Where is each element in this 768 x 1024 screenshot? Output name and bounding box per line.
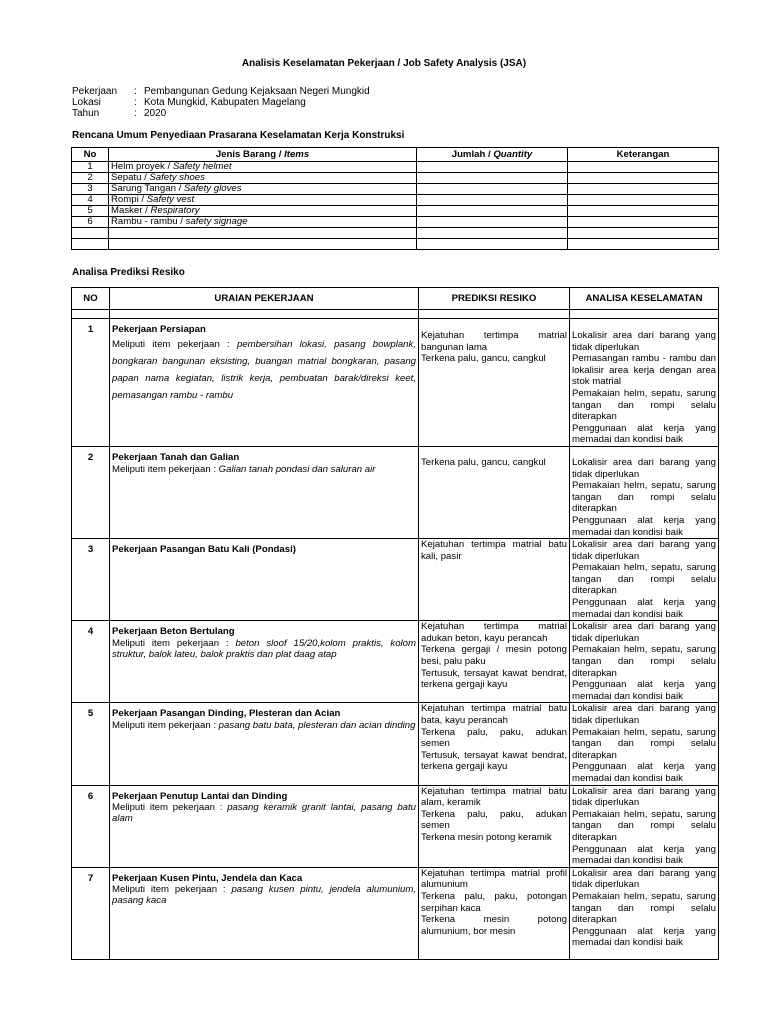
- risk-item: Kejatuhan tertimpa matrial batu alam, keramik: [421, 785, 567, 809]
- cell-keterangan: [568, 173, 719, 184]
- cell-keterangan: [568, 184, 719, 195]
- table-analisa-resiko: [71, 287, 719, 960]
- table-row-empty: [72, 228, 719, 239]
- cell-item: Sarung Tangan / Safety gloves: [109, 184, 417, 195]
- cell-keterangan: [568, 217, 719, 228]
- risk-item: Kejatuhan tertimpa matrial adukan beton, kayu perancah: [421, 621, 567, 644]
- cell-uraian: [110, 446, 419, 538]
- job-title: Pekerjaan Persiapan: [112, 324, 206, 335]
- safety-item: Pemakaian helm, sepatu, sarung tangan dan rompi selalu diterapkan: [572, 562, 716, 597]
- safety-item: Lokalisir area dari barang yang tidak diperlukan: [572, 621, 716, 644]
- risk-item: Terkena palu, gancu, cangkul: [421, 456, 546, 468]
- table-row: [72, 184, 719, 195]
- table-header-row: [72, 288, 719, 310]
- risk-item: Terkena gergaji / mesin potong besi, palu paku: [421, 644, 567, 668]
- table-row-empty: [72, 239, 719, 250]
- cell-item: Sepatu / Safety shoes: [109, 173, 417, 184]
- table-row: [72, 539, 719, 621]
- safety-item: Pemakaian helm, sepatu, sarung tangan dan rompi selalu diterapkan: [572, 480, 716, 515]
- risk-item: Terkena mesin potong alumunium, bor mesin: [421, 914, 567, 937]
- cell-prediksi: [419, 539, 570, 621]
- risk-item: Terkena mesin potong keramik: [421, 831, 552, 843]
- safety-item: Pemakaian helm, sepatu, sarung tangan dan rompi selalu diterapkan: [572, 726, 716, 761]
- safety-item: Penggunaan alat kerja yang memadai dan kondisi baik: [572, 843, 716, 867]
- col-header-jenis: Jenis Barang / Items: [109, 148, 417, 162]
- cell-uraian: [110, 621, 419, 703]
- risk-item: Terkena palu, paku, adukan semen: [421, 808, 567, 832]
- cell-keterangan: [568, 195, 719, 206]
- cell-uraian: [110, 703, 419, 785]
- cell-uraian: [110, 319, 419, 447]
- table-row: [72, 785, 719, 867]
- cell-item: Rompi / Safety vest: [109, 195, 417, 206]
- job-title: Pekerjaan Beton Bertulang: [112, 626, 235, 638]
- cell-analisa: [570, 319, 719, 447]
- risk-item: Kejatuhan tertimpa matrial bangunan lama: [421, 330, 567, 353]
- table-row: [72, 703, 719, 785]
- safety-item: Lokalisir area dari barang yang tidak diperlukan: [572, 785, 716, 809]
- col-header-jumlah: Jumlah / Quantity: [417, 148, 568, 162]
- cell-keterangan: [568, 206, 719, 217]
- col-header-prediksi: PREDIKSI RESIKO: [419, 288, 570, 310]
- cell-jumlah: [417, 184, 568, 195]
- cell-prediksi: [419, 446, 570, 538]
- cell-no: 3: [72, 539, 110, 621]
- safety-item: Pemakaian helm, sepatu, sarung tangan dan rompi selalu diterapkan: [572, 890, 716, 926]
- cell-item: Masker / Respiratory: [109, 206, 417, 217]
- cell-analisa: [570, 785, 719, 867]
- safety-item: Penggunaan alat kerja yang memadai dan kondisi baik: [572, 597, 716, 620]
- cell-no: 2: [72, 446, 110, 538]
- safety-item: Pemasangan rambu - rambu dan lokalisir area kerja dengan area stok matrial: [572, 353, 716, 388]
- safety-item: Pemakaian helm, sepatu, sarung tangan dan rompi selalu diterapkan: [572, 387, 716, 423]
- cell-jumlah: [417, 195, 568, 206]
- risk-item: Kejatuhan tertimpa matrial batu bata, kayu perancah: [421, 703, 567, 726]
- meta-location: Lokasi : Kota Mungkid, Kabupaten Magelang: [72, 97, 306, 108]
- job-title: Pekerjaan Pasangan Dinding, Plesteran dan Acian: [112, 708, 341, 720]
- job-description: Meliputi item pekerjaan : pasang kusen pintu, jendela alumunium, pasang kaca: [112, 884, 416, 907]
- safety-item: Lokalisir area dari barang yang tidak diperlukan: [572, 456, 716, 480]
- job-description: Meliputi item pekerjaan : pasang keramik granit lantai, pasang batu alam: [112, 802, 416, 825]
- table-row: [72, 319, 719, 447]
- job-title: Pekerjaan Tanah dan Galian: [112, 451, 240, 463]
- cell-uraian: [110, 785, 419, 867]
- cell-jumlah: [417, 162, 568, 173]
- safety-item: Penggunaan alat kerja yang memadai dan kondisi baik: [572, 761, 716, 784]
- cell-uraian: [110, 539, 419, 621]
- cell-analisa: [570, 867, 719, 959]
- job-description: Meliputi item pekerjaan : pasang batu bata, plesteran dan acian dinding: [112, 720, 416, 731]
- cell-no: 2: [72, 173, 109, 184]
- risk-item: Terkena palu, gancu, cangkul: [421, 353, 546, 365]
- cell-no: 6: [72, 785, 110, 867]
- table-row: [72, 173, 719, 184]
- cell-no: 4: [72, 621, 110, 703]
- col-header-uraian: URAIAN PEKERJAAN: [110, 288, 419, 310]
- cell-item: Helm proyek / Safety helmet: [109, 162, 417, 173]
- cell-uraian: [110, 867, 419, 959]
- cell-prediksi: [419, 319, 570, 447]
- safety-item: Penggunaan alat kerja yang memadai dan kondisi baik: [572, 422, 716, 446]
- job-description: Meliputi item pekerjaan : Galian tanah pondasi dan saluran air: [112, 463, 376, 475]
- cell-analisa: [570, 621, 719, 703]
- section-heading-analisa: Analisa Prediksi Resiko: [72, 267, 185, 278]
- cell-jumlah: [417, 217, 568, 228]
- safety-item: Pemakaian helm, sepatu, sarung tangan dan rompi selalu diterapkan: [572, 808, 716, 843]
- col-header-no: NO: [72, 288, 110, 310]
- job-description: Meliputi item pekerjaan : pembersihan lokasi, pasang bowplank, bongkaran bangunan eksisting, buangan matrial bongkaran, pasang papan nama kegiatan, listrik kerja, pembuatan barak/direksi keet, pemasangan rambu - rambu: [112, 338, 416, 401]
- cell-prediksi: [419, 621, 570, 703]
- risk-item: Kejatuhan tertimpa matrial batu kali, pasir: [421, 539, 567, 562]
- job-title: Pekerjaan Penutup Lantai dan Dinding: [112, 790, 288, 802]
- section-heading-prasarana: Rencana Umum Penyediaan Prasarana Keselamatan Kerja Konstruksi: [72, 130, 405, 141]
- cell-no: 5: [72, 703, 110, 785]
- table-row: [72, 867, 719, 959]
- table-row: [72, 195, 719, 206]
- safety-item: Penggunaan alat kerja yang memadai dan kondisi baik: [572, 679, 716, 702]
- meta-block: [72, 86, 370, 119]
- col-header-keterangan: Keterangan: [568, 148, 719, 162]
- cell-prediksi: [419, 867, 570, 959]
- cell-item: Rambu - rambu / safety signage: [109, 217, 417, 228]
- job-title: Pekerjaan Pasangan Batu Kali (Pondasi): [112, 544, 296, 556]
- cell-analisa: [570, 446, 719, 538]
- meta-project: Pekerjaan : Pembangunan Gedung Kejaksaan Negeri Mungkid: [72, 86, 370, 97]
- cell-no: 6: [72, 217, 109, 228]
- risk-item: Tertusuk, tersayat kawat bendrat, terkena gergaji kayu: [421, 749, 567, 773]
- cell-no: 1: [72, 162, 109, 173]
- risk-item: Kejatuhan tertimpa matrial profil alumunium: [421, 867, 567, 891]
- cell-jumlah: [417, 173, 568, 184]
- cell-analisa: [570, 539, 719, 621]
- cell-no: 1: [72, 319, 110, 447]
- table-prasarana: [71, 147, 719, 250]
- risk-item: Terkena palu, paku, potongan serpihan kaca: [421, 890, 567, 914]
- col-header-no: No: [72, 148, 109, 162]
- safety-item: Lokalisir area dari barang yang tidak diperlukan: [572, 539, 716, 562]
- cell-keterangan: [568, 162, 719, 173]
- cell-prediksi: [419, 703, 570, 785]
- table-row: [72, 446, 719, 538]
- col-header-analisa: ANALISA KESELAMATAN: [570, 288, 719, 310]
- cell-no: 7: [72, 867, 110, 959]
- table-row: [72, 162, 719, 173]
- safety-item: Lokalisir area dari barang yang tidak diperlukan: [572, 703, 716, 726]
- cell-no: 3: [72, 184, 109, 195]
- document-title: Analisis Keselamatan Pekerjaan / Job Safety Analysis (JSA): [241, 58, 527, 69]
- risk-item: Terkena palu, paku, adukan semen: [421, 726, 567, 750]
- cell-analisa: [570, 703, 719, 785]
- safety-item: Pemakaian helm, sepatu, sarung tangan dan rompi selalu diterapkan: [572, 644, 716, 679]
- cell-prediksi: [419, 785, 570, 867]
- risk-item: Tertusuk, tersayat kawat bendrat, terkena gergaji kayu: [421, 667, 567, 691]
- cell-no: 4: [72, 195, 109, 206]
- table-row: [72, 621, 719, 703]
- table-row: [72, 217, 719, 228]
- table-row: [72, 206, 719, 217]
- safety-item: Penggunaan alat kerja yang memadai dan kondisi baik: [572, 514, 716, 538]
- meta-year: Tahun : 2020: [72, 108, 167, 119]
- safety-item: Penggunaan alat kerja yang memadai dan kondisi baik: [572, 925, 716, 949]
- safety-item: Lokalisir area dari barang yang tidak diperlukan: [572, 867, 716, 891]
- cell-no: 5: [72, 206, 109, 217]
- table-header-row: [72, 148, 719, 162]
- cell-jumlah: [417, 206, 568, 217]
- job-title: Pekerjaan Kusen Pintu, Jendela dan Kaca: [112, 872, 303, 884]
- safety-item: Lokalisir area dari barang yang tidak diperlukan: [572, 330, 716, 353]
- job-description: Meliputi item pekerjaan : beton sloof 15/20,kolom praktis, kolom struktur, balok lateu, balok praktis dan plat daag atap: [112, 637, 416, 660]
